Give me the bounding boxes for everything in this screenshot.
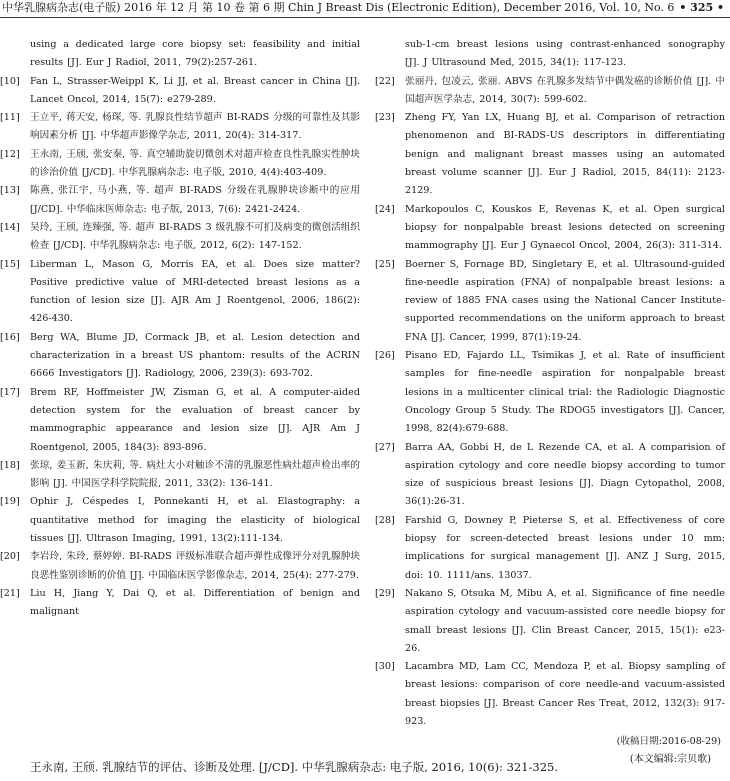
reference-text: Brem RF, Hoffmeister JW, Zisman G, et al. A computer-aided detection system for the evaluation of breast cancer by mammographic appearance and lesion size [J]. AJR Am J Roentgenol, 2005, 184(3): 893-896. <box>30 386 360 453</box>
reference-item <box>0 219 360 256</box>
reference-item <box>0 73 360 110</box>
reference-text: Nakano S, Otsuka M, Mibu A, et al. Significance of fine needle aspiration cytology and vacuum-assisted core needle biopsy for small breast lesions [J]. Clin Breast Cancer, 2015, 15(1): e23-26. <box>405 587 725 654</box>
header-rule <box>0 17 730 18</box>
reference-item <box>0 36 360 73</box>
reference-item <box>375 109 725 200</box>
reference-item <box>0 109 360 146</box>
article-citation: 王永南, 王颀. 乳腺结节的评估、诊断及处理. [J/CD]. 中华乳腺病杂志: 电子版, 2016, 10(6): 321-325. <box>30 760 559 774</box>
reference-text: Pisano ED, Fajardo LL, Tsimikas J, et al. Rate of insufficient samples for fine-needle aspiration for nonpalpable breast lesions in a multicenter clinical trial: the Radiologic Diagnostic Oncology Group 5 Study. The RDOG5 investigators [J]. Cancer, 1998, 82(4):679-688. <box>405 350 725 435</box>
reference-text: 张琼, 姜玉新, 朱庆莉, 等. 病灶大小对触诊不清的乳腺恶性病灶超声检出率的影响 [J]. 中国医学科学院院报, 2011, 33(2): 136-141. <box>30 459 360 490</box>
reference-item <box>0 384 360 457</box>
reference-item <box>375 36 725 73</box>
reference-number: [28] <box>375 514 395 526</box>
reference-item <box>0 493 360 548</box>
reference-number: [26] <box>375 350 395 362</box>
reference-number: [15] <box>0 258 20 270</box>
journal-header: 中华乳腺病杂志(电子版) 2016 年 12 月 第 10 卷 第 6 期 Chin J Breast Dis (Electronic Edition), December 2016, Vol. 10, No. 6 <box>2 1 675 14</box>
reference-text: Markopoulos C, Kouskos E, Revenas K, et al. Open surgical biopsy for nonpalpable breast lesions detected on screening mammography [J]. Eur J Gynaecol Oncol, 2004, 26(3): 311-314. <box>405 203 725 252</box>
reference-number: [17] <box>0 386 20 398</box>
reference-text: Boerner S, Fornage BD, Singletary E, et al. Ultrasound-guided fine-needle aspiration (FNA) of nonpalpable breast lesions: a review of 1885 FNA cases using the National Cancer Institute-supported recommendations on the uniform approach to breast FNA [J]. Cancer, 1999, 87(1):19-24. <box>405 258 725 343</box>
reference-number: [10] <box>0 75 20 87</box>
reference-number: [12] <box>0 148 20 160</box>
reference-number: [18] <box>0 459 20 471</box>
reference-text: Berg WA, Blume JD, Cormack JB, et al. Lesion detection and characterization in a breast US phantom: results of the ACRIN 6666 Investigators [J]. Radiology, 2006, 239(3): 693-702. <box>30 331 360 380</box>
reference-item <box>375 512 725 585</box>
reference-number: [25] <box>375 258 395 270</box>
reference-number: [23] <box>375 112 395 124</box>
reference-item <box>375 439 725 512</box>
reference-number: [14] <box>0 221 20 233</box>
reference-text: Liberman L, Mason G, Morris EA, et al. Does size matter? Positive predictive value of MRI-detected breast lesions as a function of lesion size [J]. AJR Am J Roentgenol, 2006, 186(2): 426-430. <box>30 258 360 325</box>
reference-text: 陈燕, 张江宇, 马小燕, 等. 超声 BI-RADS 分级在乳腺肿块诊断中的应用 [J/CD]. 中华临床医师杂志: 电子版, 2013, 7(6): 2421-2424. <box>30 185 360 215</box>
page-number: • 325 • <box>679 1 724 14</box>
reference-item <box>0 146 360 183</box>
reference-item <box>375 585 725 658</box>
reference-item <box>0 182 360 219</box>
reference-text: Lacambra MD, Lam CC, Mendoza P, et al. Biopsy sampling of breast lesions: comparison of core needle-and vacuum-assisted breast biopsies [J]. Breast Cancer Res Treat, 2012, 132(3): 917-923. <box>405 661 725 727</box>
reference-number: [24] <box>375 203 395 215</box>
running-header <box>0 0 730 16</box>
reference-item <box>0 457 360 494</box>
reference-number: [21] <box>0 587 20 599</box>
reference-text: 王永南, 王颀, 张安秦, 等. 真空辅助旋切微创术对超声检查良性乳腺实性肿块的诊治价值 [J/CD]. 中华乳腺病杂志: 电子版, 2010, 4(4):403-409. <box>30 148 360 179</box>
reference-number: [22] <box>375 75 395 87</box>
reference-text: 吴玲, 王颀, 连臻强, 等. 超声 BI-RADS 3 级乳腺不可扪及病变的微创活组织检查 [J/CD]. 中华乳腺病杂志: 电子版, 2012, 6(2): 147-152. <box>30 221 360 252</box>
reference-item <box>375 347 725 438</box>
reference-number: [29] <box>375 587 395 599</box>
reference-text: Zheng FY, Yan LX, Huang BJ, et al. Comparison of retraction phenomenon and BI-RADS-US descriptors in differentiating benign and malignant breast masses using an automated breast volume scanner [J]. Eur J Radiol, 2015, 84(11): 2123-2129. <box>405 112 725 197</box>
reference-text: Barra AA, Gobbi H, de L Rezende CA, et al. A comparision of aspiration cytology and core needle biopsy according to tumor size of suspicious breast lesions [J]. Diagn Cytopathol, 2008, 36(1):26-31. <box>405 441 725 508</box>
left-column <box>0 36 360 622</box>
reference-text: using a dedicated large core biopsy set: feasibility and initial results [J]. Eur J Radiol, 2011, 79(2):257-261. <box>30 39 360 69</box>
reference-text: 王立平, 蒋天安, 杨琛, 等. 乳腺良性结节超声 BI-RADS 分级的可靠性及其影响因素分析 [J]. 中华超声影像学杂志, 2011, 20(4): 314-317. <box>30 112 360 142</box>
reference-number: [13] <box>0 185 20 197</box>
reference-item <box>0 548 360 585</box>
reference-number: [16] <box>0 331 20 343</box>
reference-text: Farshid G, Downey P, Pieterse S, et al. Effectiveness of core biopsy for screen-detected breast lesions under 10 mm: implications for surgical management [J]. ANZ J Surg, 2015, doi: 10. 1111/ans. 13037. <box>405 514 725 581</box>
reference-item <box>0 329 360 384</box>
received-date: (收稿日期:2016-08-29) <box>616 736 721 748</box>
reference-item <box>375 73 725 110</box>
reference-text: Ophir J, Céspedes I, Ponnekanti H, et al. Elastography: a quantitative method for imaging the elasticity of biological tissues [J]. Ultrason Imaging, 1991, 13(2):111-134. <box>30 496 360 545</box>
reference-item <box>0 585 360 622</box>
editor-note: (本文编辑:宗贝歌) <box>629 754 711 766</box>
reference-number: [20] <box>0 551 20 563</box>
reference-text: Fan L, Strasser-Weippl K, Li JJ, et al. Breast cancer in China [J]. Lancet Oncol, 2014, 15(7): e279-289. <box>30 75 360 105</box>
reference-text: 张丽丹, 包凌云, 张丽. ABVS 在乳腺多发结节中偶发癌的诊断价值 [J]. 中国超声医学杂志, 2014, 30(7): 599-602. <box>405 75 725 105</box>
reference-item <box>375 658 725 731</box>
reference-number: [11] <box>0 112 20 124</box>
reference-number: [27] <box>375 441 395 453</box>
reference-text: 李岩玲, 朱玲, 蔡婷婷. BI-RADS 评级标准联合超声弹性成像评分对乳腺肿块良恶性鉴别诊断的价值 [J]. 中国临床医学影像杂志, 2014, 25(4): 277-279. <box>30 551 360 581</box>
reference-item <box>375 256 725 347</box>
reference-number: [30] <box>375 661 395 673</box>
reference-number: [19] <box>0 496 20 508</box>
right-column <box>375 36 725 769</box>
reference-text: Liu H, Jiang Y, Dai Q, et al. Differentiation of benign and malignant <box>30 587 360 618</box>
reference-item <box>375 201 725 256</box>
reference-item <box>0 256 360 329</box>
reference-text: sub-1-cm breast lesions using contrast-enhanced sonography [J]. J Ultrasound Med, 2015, 34(1): 117-123. <box>405 39 725 69</box>
